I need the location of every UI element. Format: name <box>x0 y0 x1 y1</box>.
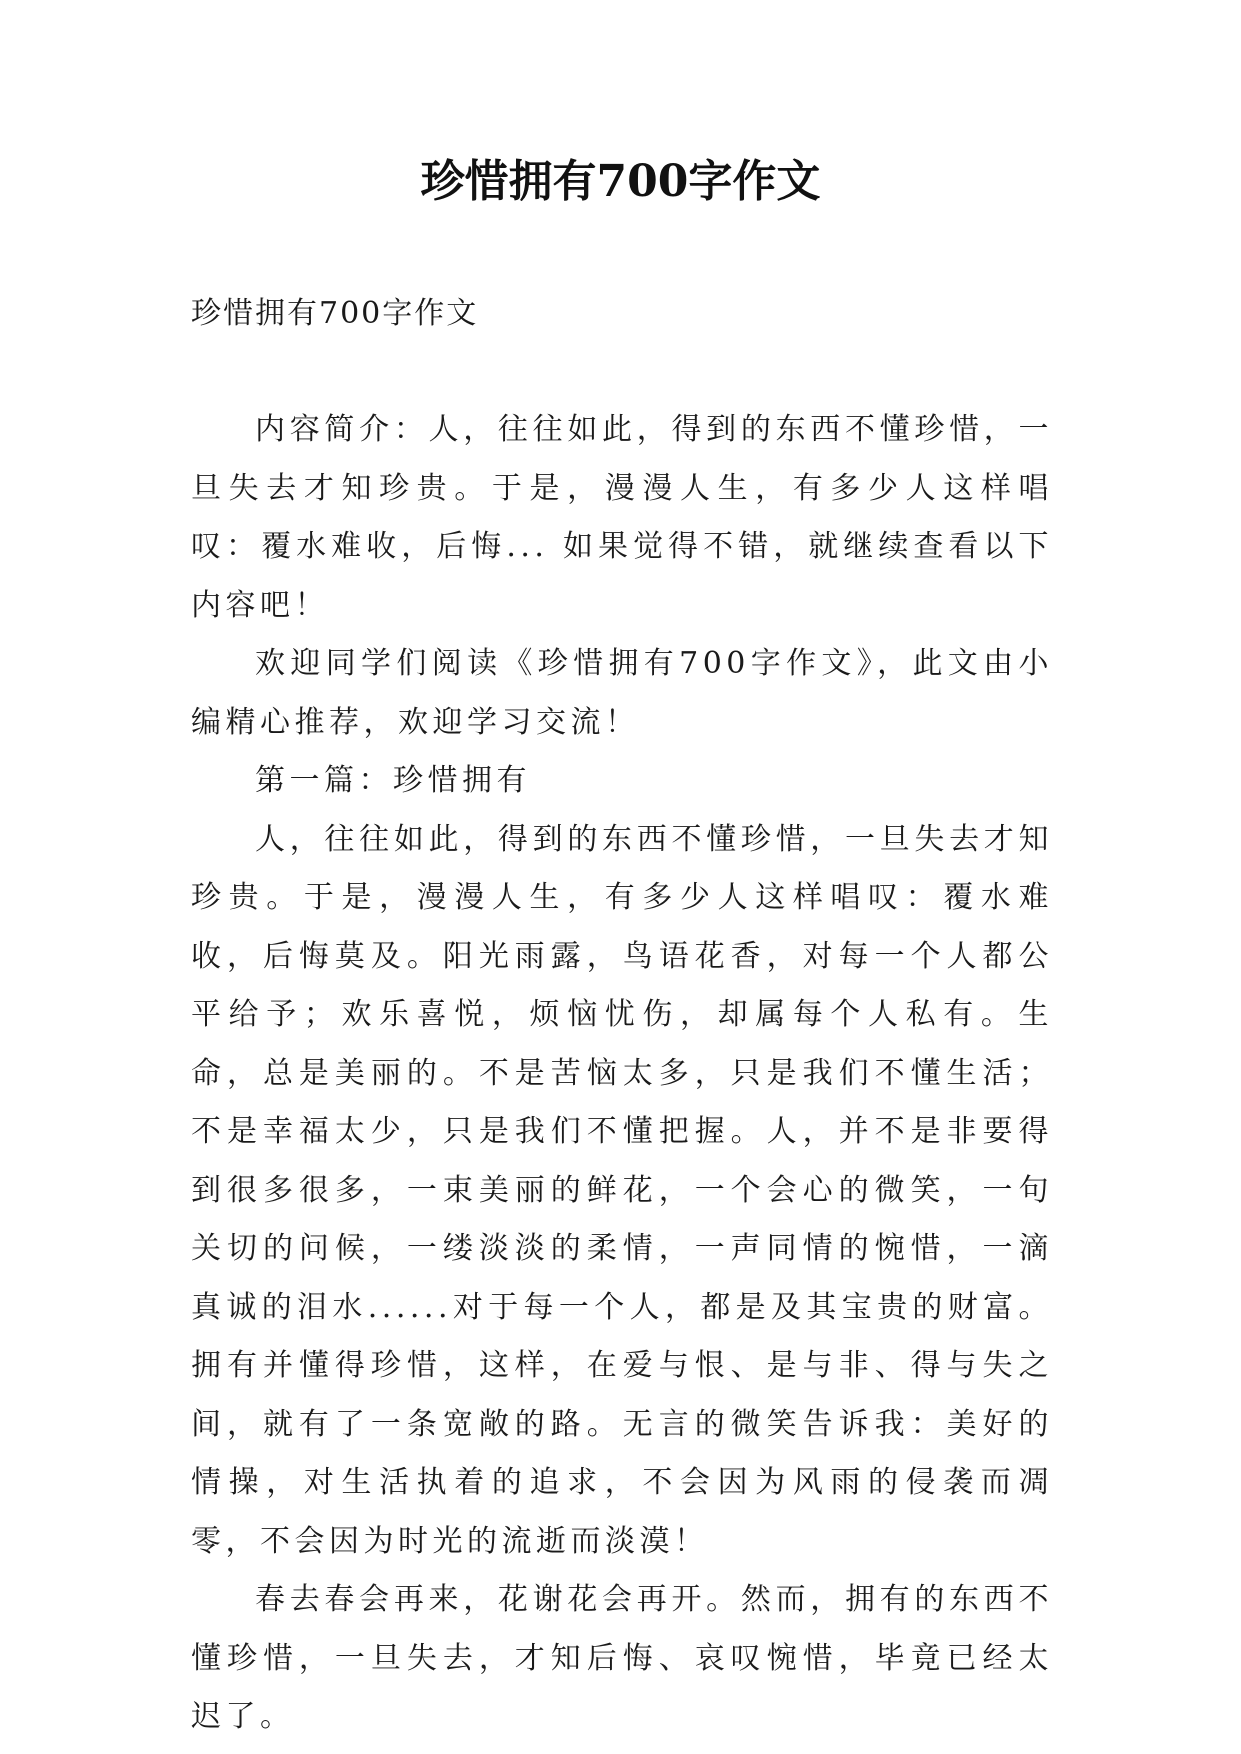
paragraph-section-heading: 第一篇：珍惜拥有 <box>255 763 531 798</box>
page-title: 珍惜拥有700字作文 <box>420 156 821 207</box>
paragraph-closing: 春去春会再来，花谢花会再开。然而，拥有的东西不懂珍惜，一旦失去，才知后悔、哀叹惋惜，毕竟已经太迟了。 <box>191 1582 1053 1734</box>
document-body <box>191 285 1053 1747</box>
blank-line <box>191 343 1053 401</box>
paragraph-welcome: 欢迎同学们阅读《珍惜拥有700字作文》，此文由小编精心推荐，欢迎学习交流！ <box>191 646 1053 740</box>
paragraph-summary: 内容简介：人，往往如此，得到的东西不懂珍惜，一旦失去才知珍贵。于是，漫漫人生，有多少人这样唱叹：覆水难收，后悔... 如果觉得不错，就继续查看以下内容吧！ <box>191 412 1053 623</box>
document-subtitle: 珍惜拥有700字作文 <box>191 296 479 331</box>
paragraph-main: 人，往往如此，得到的东西不懂珍惜，一旦失去才知珍贵。于是，漫漫人生，有多少人这样唱叹：覆水难收，后悔莫及。阳光雨露，鸟语花香，对每一个人都公平给予；欢乐喜悦，烦恼忧伤，却属每个人私有。生命，总是美丽的。不是苦恼太多，只是我们不懂生活；不是幸福太少，只是我们不懂把握。人，并不是非要得到很多很多，一束美丽的鲜花，一个会心的微笑，一句关切的问候，一缕淡淡的柔情，一声同情的惋惜，一滴真诚的泪水......对于每一个人，都是及其宝贵的财富。拥有并懂得珍惜，这样，在爱与恨、是与非、得与失之间，就有了一条宽敞的路。无言的微笑告诉我：美好的情操，对生活执着的追求，不会因为风雨的侵袭而凋零，不会因为时光的流逝而淡漠！ <box>191 821 1053 1559</box>
